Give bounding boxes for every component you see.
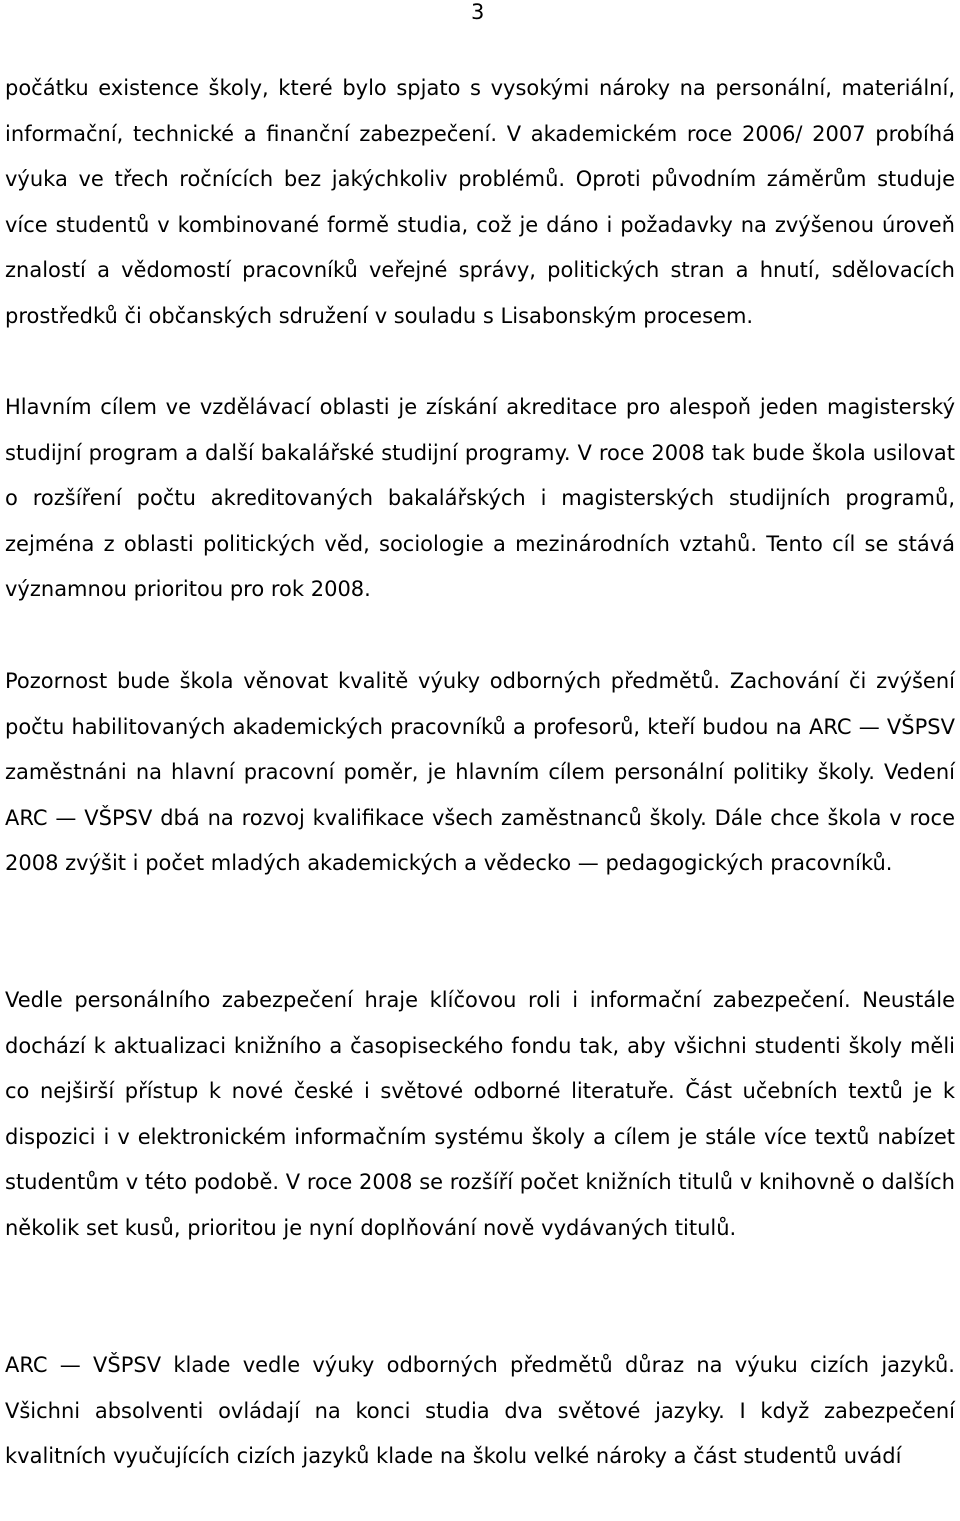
paragraph-information-support: Vedle personálního zabezpečení hraje klíčovou roli i informační zabezpečení. Neustále dochází k aktualizaci knižního a časopiseckého fondu tak, aby všichni studenti školy měli co nejširší přístup k nové české i světové odborné literatuře. Část učebních textů je k dispozici i v elektronickém informačním systému školy a cílem je stále více textů nabízet studentům v této podobě. V roce 2008 se rozšíří počet knižních titulů v knihovně o dalších několik set kusů, prioritou je nyní doplňování nově vydávaných titulů.: [5, 988, 955, 1240]
paragraph-teaching-quality: Pozornost bude škola věnovat kvalitě výuky odborných předmětů. Zachování či zvýšení počtu habilitovaných akademických pracovníků a profesorů, kteří budou na ARC — VŠPSV zaměstnáni na hlavní pracovní poměr, je hlavním cílem personální politiky školy. Vedení ARC — VŠPSV dbá na rozvoj kvalifikace všech zaměstnanců školy. Dále chce škola v roce 2008 zvýšit i počet mladých akademických a vědecko — pedagogických pracovníků.: [5, 669, 955, 876]
paragraph-accreditation-goal: Hlavním cílem ve vzdělávací oblasti je získání akreditace pro alespoň jeden magisterský studijní program a další bakalářské studijní programy. V roce 2008 tak bude škola usilovat o rozšíření počtu akreditovaných bakalářských i magisterských studijních programů, zejména z oblasti politických věd, sociologie a mezinárodních vztahů. Tento cíl se stává významnou prioritou pro rok 2008.: [5, 395, 955, 602]
page-number: 3: [471, 0, 485, 24]
paragraph-school-beginnings: počátku existence školy, které bylo spjato s vysokými nároky na personální, materiální, informační, technické a finanční zabezpečení. V akademickém roce 2006/ 2007 probíhá výuka ve třech ročnících bez jakýchkoliv problémů. Oproti původním záměrům studuje více studentů v kombinované formě studia, což je dáno i požadavky na zvýšenou úroveň znalostí a vědomostí pracovníků veřejné správy, politických stran a hnutí, sdělovacích prostředků či občanských sdružení v souladu s Lisabonským procesem.: [5, 76, 955, 328]
document-body: [5, 66, 955, 1480]
paragraph-foreign-languages: ARC — VŠPSV klade vedle výuky odborných předmětů důraz na výuku cizích jazyků. Všichni absolventi ovládají na konci studia dva světové jazyky. I když zabezpečení kvalitních vyučujících cizích jazyků klade na školu velké nároky a část studentů uvádí: [5, 1353, 955, 1469]
